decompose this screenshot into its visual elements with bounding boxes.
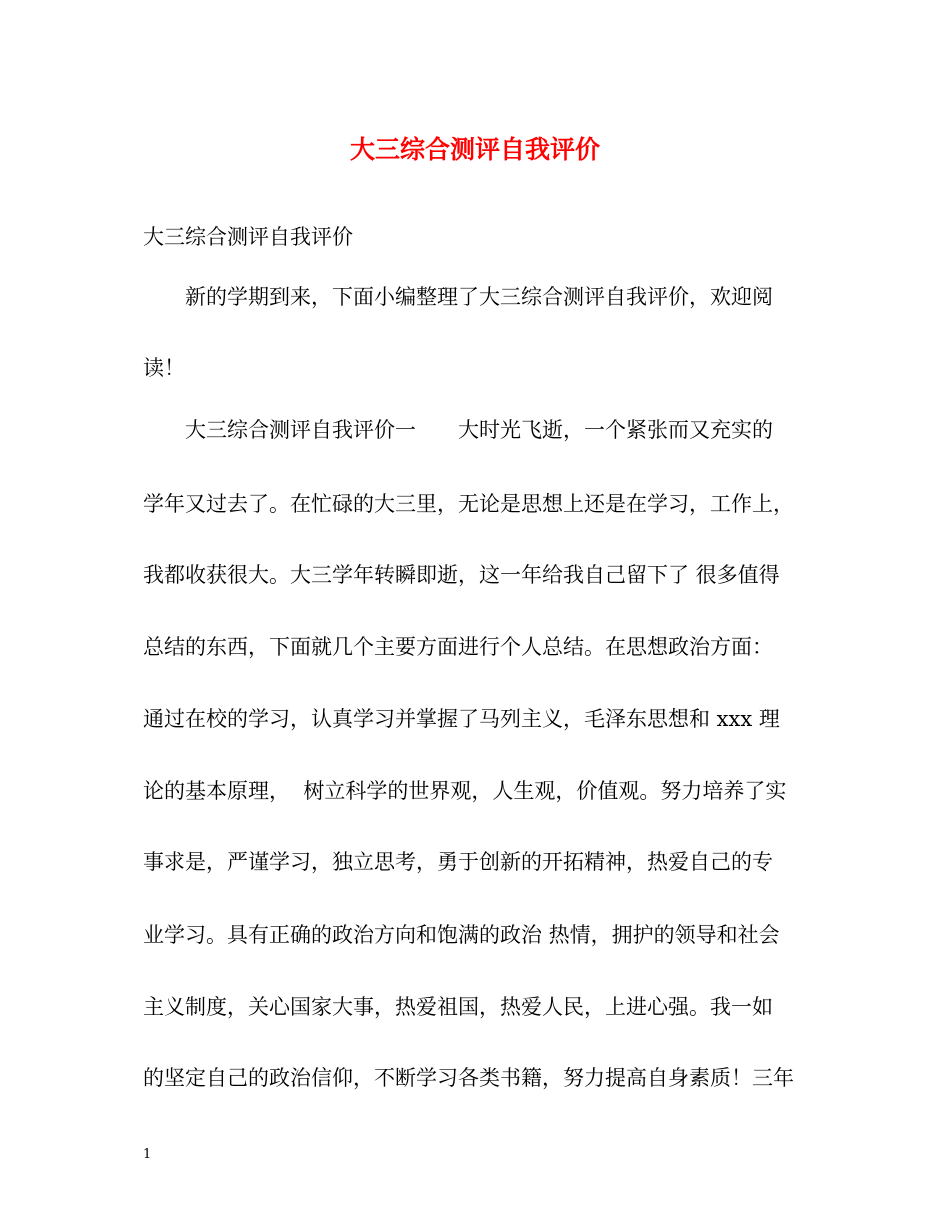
body-line: 主义制度，关心国家大事，热爱祖国，热爱人民，上进心强。我一如 <box>143 995 773 1019</box>
page-number: 1 <box>143 1147 152 1162</box>
body-line: 论的基本原理， 树立科学的世界观，人生观，价值观。努力培养了实 <box>143 779 787 803</box>
body-line: 总结的东西，下面就几个主要方面进行个人总结。在思想政治方面： <box>143 635 773 659</box>
body-line: 业学习。具有正确的政治方向和饱满的政治 热情，拥护的领导和社会 <box>143 923 780 947</box>
body-line: 通过在校的学习，认真学习并掌握了马列主义，毛泽东思想和 xxx 理 <box>143 707 780 731</box>
document-subtitle: 大三综合测评自我评价 <box>143 225 353 249</box>
body-line: 大三综合测评自我评价一 大时光飞逝，一个紧张而又充实的 <box>143 418 773 442</box>
body-line: 事求是，严谨学习，独立思考，勇于创新的开拓精神，热爱自己的专 <box>143 850 773 874</box>
body-line: 读！ <box>143 356 185 380</box>
body-line: 学年又过去了。在忙碌的大三里，无论是思想上还是在学习，工作上， <box>143 492 794 516</box>
body-line: 的坚定自己的政治信仰，不断学习各类书籍，努力提高自身素质！三年 <box>143 1066 794 1090</box>
document-title: 大三综合测评自我评价 <box>349 135 600 164</box>
body-line: 我都收获很大。大三学年转瞬即逝，这一年给我自己留下了 很多值得 <box>143 563 780 587</box>
body-line: 新的学期到来，下面小编整理了大三综合测评自我评价，欢迎阅 <box>143 285 773 309</box>
